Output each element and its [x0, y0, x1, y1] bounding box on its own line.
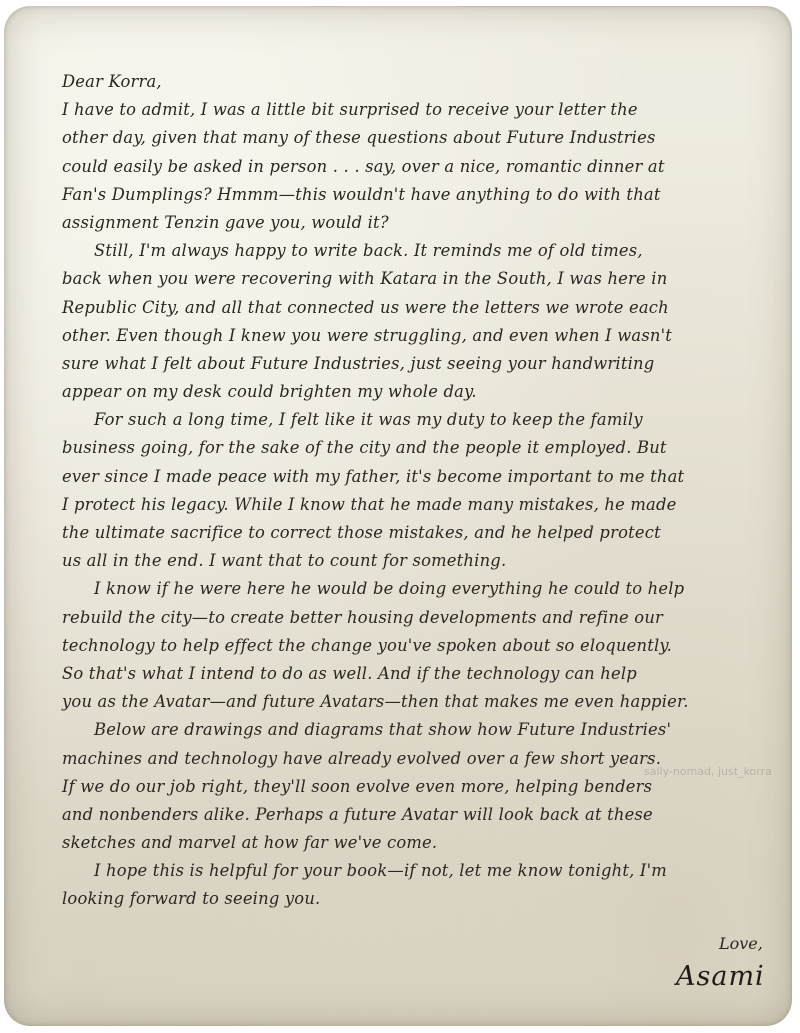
letter-signature: Asami [676, 961, 765, 992]
letter-line: Republic City, and all that connected us were the letters we wrote each [62, 297, 669, 317]
letter-line: I protect his legacy. While I know that he made many mistakes, he made [62, 494, 677, 514]
letter-line: Below are drawings and diagrams that show how Future Industries' [94, 720, 672, 740]
letter-paper [4, 6, 792, 1026]
letter-line: Still, I'm always happy to write back. It reminds me of old times, [94, 241, 643, 261]
letter-line: I know if he were here he would be doing everything he could to help [94, 579, 685, 599]
letter-line: So that's what I intend to do as well. And if the technology can help [62, 663, 637, 683]
letter-line: technology to help effect the change you've spoken about so eloquently. [62, 635, 673, 655]
letter-line: you as the Avatar—and future Avatars—then that makes me even happier. [62, 692, 689, 712]
letter-line: sketches and marvel at how far we've come. [62, 833, 438, 853]
letter-line: and nonbenders alike. Perhaps a future Avatar will look back at these [62, 804, 653, 824]
letter-line: rebuild the city—to create better housing developments and refine our [62, 607, 664, 627]
letter-line: other. Even though I knew you were struggling, and even when I wasn't [62, 325, 673, 345]
letter-line: ever since I made peace with my father, it's become important to me that [62, 466, 685, 486]
letter-line: sure what I felt about Future Industries, just seeing your handwriting [62, 353, 655, 373]
letter-line: For such a long time, I felt like it was my duty to keep the family [94, 410, 643, 430]
letter-line: assignment Tenzin gave you, would it? [62, 212, 389, 232]
letter-line: the ultimate sacrifice to correct those mistakes, and he helped protect [62, 523, 661, 542]
letter-line: machines and technology have already evolved over a few short years. [62, 748, 662, 768]
letter-line: I have to admit, I was a little bit surprised to receive your letter the [62, 100, 638, 120]
letter-line: could easily be asked in person . . . say, over a nice, romantic dinner at [62, 156, 665, 176]
letter-line: back when you were recovering with Katara in the South, I was here in [62, 269, 668, 289]
letter-line: looking forward to seeing you. [62, 889, 321, 909]
letter-closing: Love, [719, 934, 763, 953]
watermark-text: sally-nomad, just_korra [644, 765, 772, 778]
letter-body [62, 68, 777, 914]
letter-line: other day, given that many of these questions about Future Industries [62, 128, 656, 148]
letter-line: Fan's Dumplings? Hmmm—this wouldn't have anything to do with that [62, 184, 661, 204]
letter-line: appear on my desk could brighten my whole day. [62, 382, 477, 402]
letter-line: business going, for the sake of the city and the people it employed. But [62, 438, 667, 458]
letter-line: us all in the end. I want that to count for something. [62, 551, 507, 571]
letter-line: I hope this is helpful for your book—if not, let me know tonight, I'm [94, 861, 667, 881]
letter-salutation: Dear Korra, [62, 72, 162, 91]
letter-line: If we do our job right, they'll soon evolve even more, helping benders [62, 776, 653, 796]
